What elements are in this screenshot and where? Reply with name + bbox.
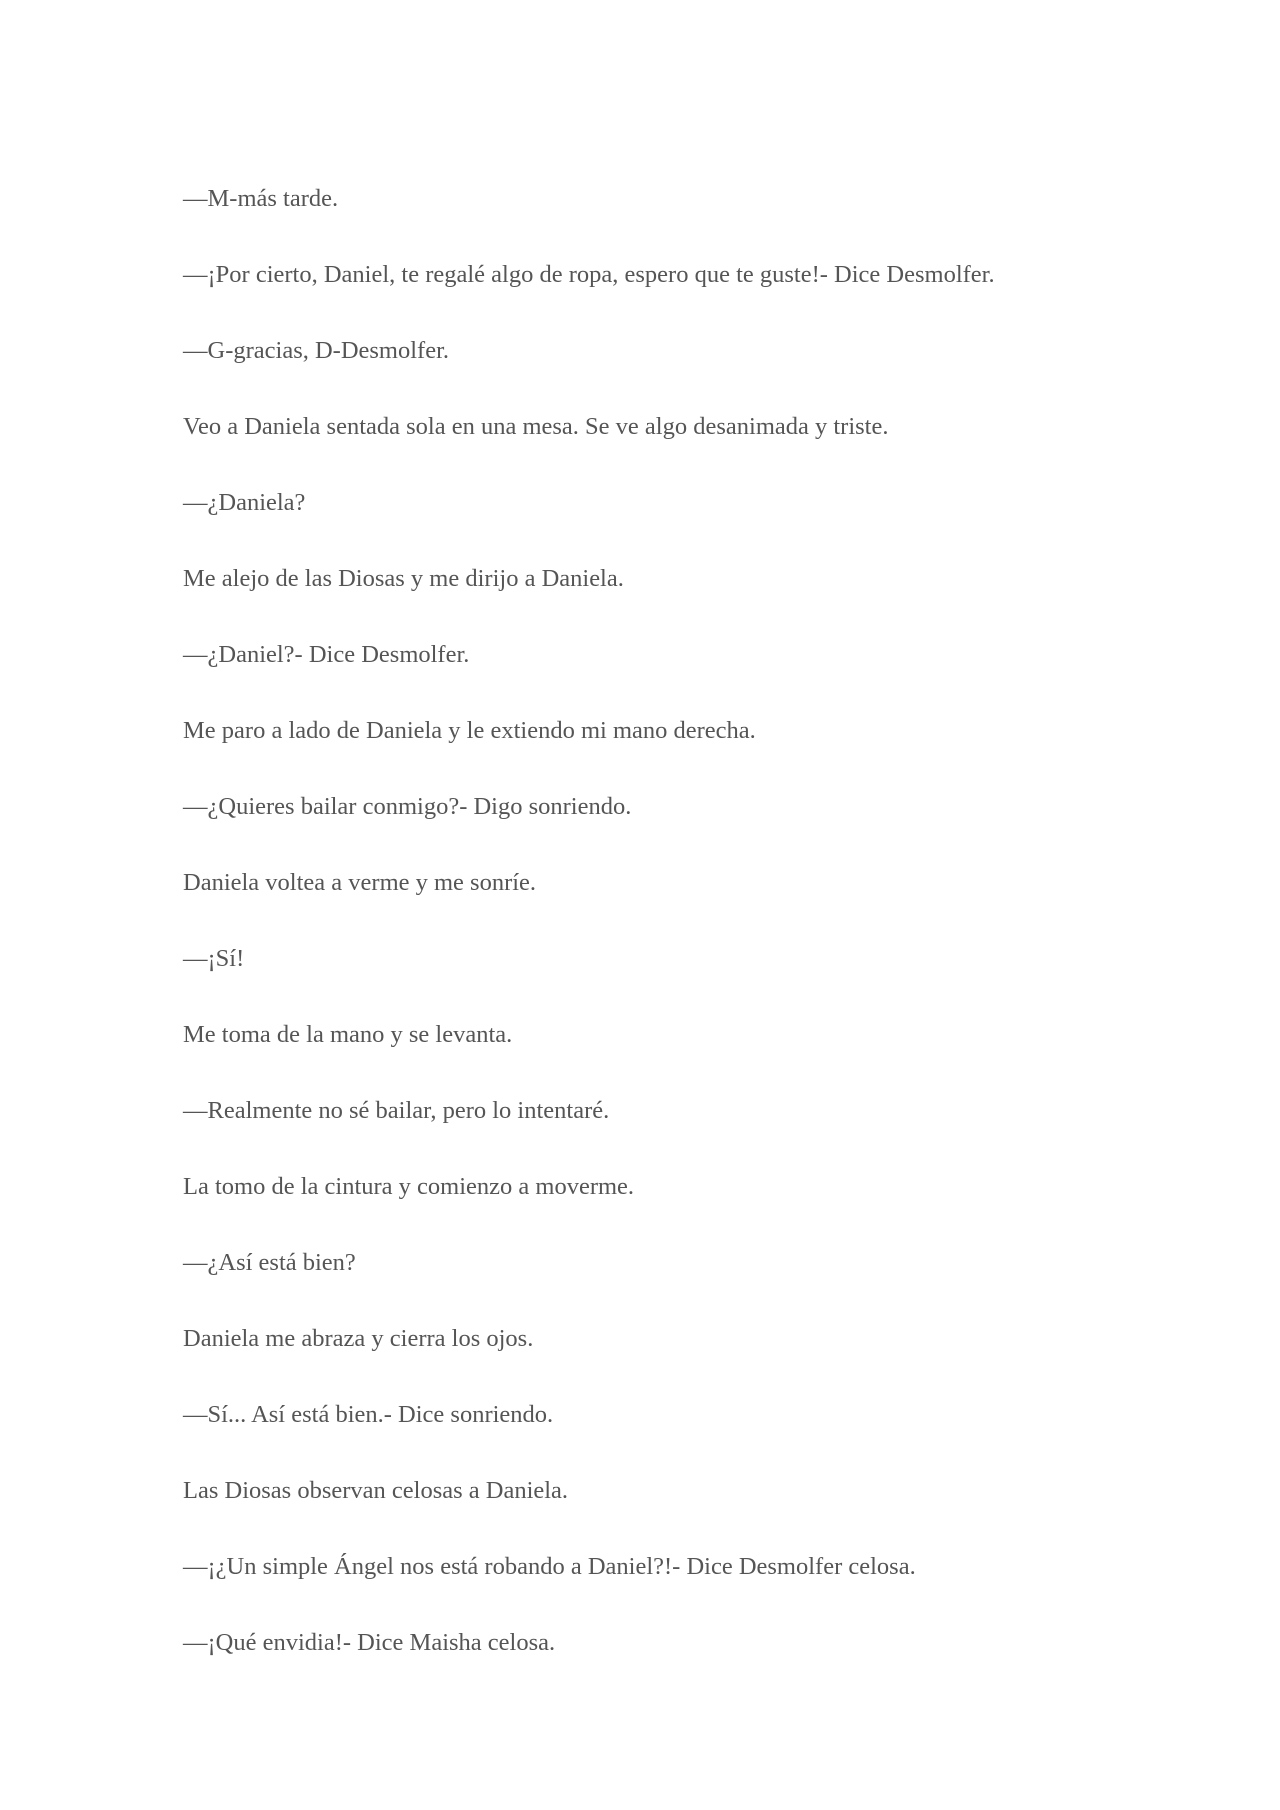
document-body <box>183 180 1103 1700</box>
paragraph: Las Diosas observan celosas a Daniela. <box>183 1477 569 1504</box>
paragraph: —¿Daniela? <box>183 489 306 516</box>
paragraph: —¡Qué envidia!- Dice Maisha celosa. <box>183 1629 556 1656</box>
paragraph: —¿Así está bien? <box>183 1249 356 1276</box>
paragraph: —M-más tarde. <box>183 185 339 212</box>
paragraph: —G-gracias, D-Desmolfer. <box>183 337 450 364</box>
paragraph: —Sí... Así está bien.- Dice sonriendo. <box>183 1401 554 1428</box>
paragraph: —¡Por cierto, Daniel, te regalé algo de ropa, espero que te guste!- Dice Desmolfer. <box>183 261 995 288</box>
paragraph: Daniela voltea a verme y me sonríe. <box>183 869 537 896</box>
paragraph: —Realmente no sé bailar, pero lo intentaré. <box>183 1097 610 1124</box>
paragraph: —¡¿Un simple Ángel nos está robando a Daniel?!- Dice Desmolfer celosa. <box>183 1553 916 1580</box>
paragraph: La tomo de la cintura y comienzo a moverme. <box>183 1173 635 1200</box>
paragraph: —¡Sí! <box>183 945 245 972</box>
paragraph: Me alejo de las Diosas y me dirijo a Daniela. <box>183 565 624 592</box>
paragraph: Veo a Daniela sentada sola en una mesa. Se ve algo desanimada y triste. <box>183 413 889 440</box>
paragraph: Me paro a lado de Daniela y le extiendo mi mano derecha. <box>183 717 756 744</box>
paragraph: Me toma de la mano y se levanta. <box>183 1021 513 1048</box>
paragraph: —¿Quieres bailar conmigo?- Digo sonriendo. <box>183 793 632 820</box>
paragraph: —¿Daniel?- Dice Desmolfer. <box>183 641 470 668</box>
paragraph: Daniela me abraza y cierra los ojos. <box>183 1325 534 1352</box>
